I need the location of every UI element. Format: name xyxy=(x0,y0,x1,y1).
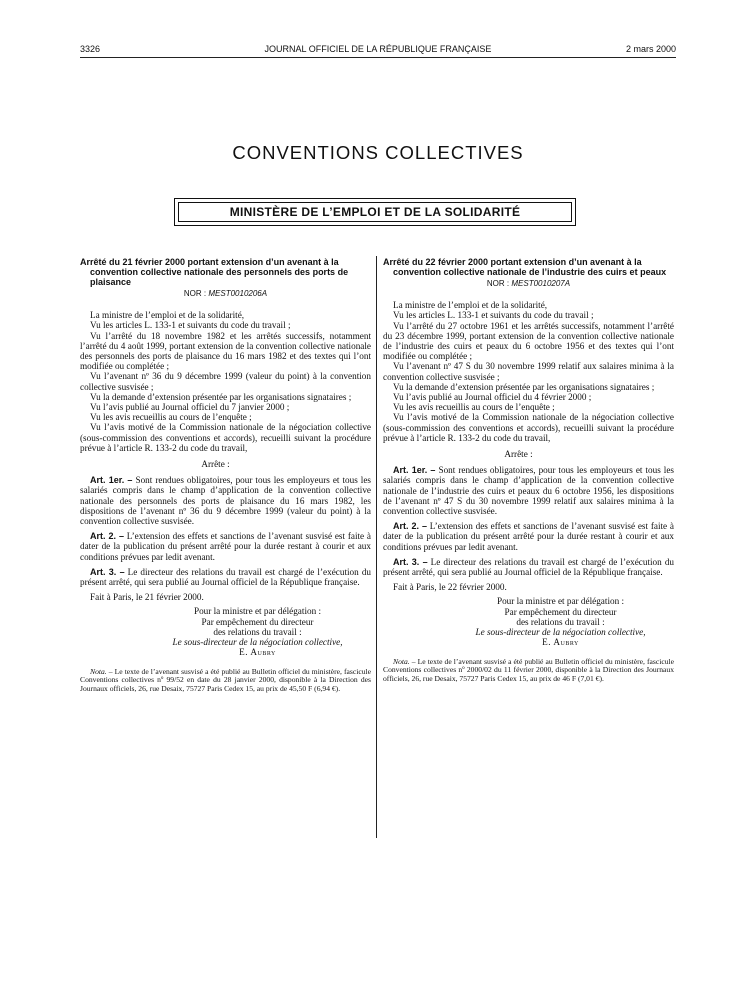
note-text: Le texte de l’avenant susvisé a été publié au Bulletin officiel du ministère, fascicule Conventions collectives nº 2000/02 du 11 février 2000, disponible à la Direction des Journaux officiels, 26, rue Desaix, 75727 Paris Cedex 15, au prix de 46 F (7,01 €). xyxy=(383,656,674,683)
article-label: Art. 1er. – xyxy=(393,465,436,476)
visa-line: Vu l’arrêté du 27 octobre 1961 et les arrêtés successifs, notamment l’arrêté du 23 décembre 1999, portant extension de la convention collective nationale de l’industrie des cuirs et peaux du 6 octobre 1956 et des textes qui l’ont modifiée ou complétée ; xyxy=(383,320,674,362)
signature-line: Pour la ministre et par délégation : xyxy=(496,596,625,607)
arrete-word: Arrête : xyxy=(504,449,533,460)
header-rule xyxy=(80,57,676,58)
signature-line: Par empêchement du directeur xyxy=(504,606,617,617)
visa-line: Vu les avis recueillis au cours de l’enquête ; xyxy=(393,402,555,413)
article xyxy=(383,465,674,516)
article-label: Art. 3. – xyxy=(393,556,428,567)
visa-line: Vu l’avenant nº 36 du 9 décembre 1999 (valeur du point) à la convention collective susvisée ; xyxy=(80,371,371,392)
nor-reference xyxy=(80,289,371,299)
visa-line: La ministre de l’emploi et de la solidarité, xyxy=(90,310,245,321)
signatory-title: Le sous-directeur de la négociation collective, xyxy=(475,627,646,638)
arrete-title: Arrêté du 21 février 2000 portant extension d’un avenant à la convention collective nationale des personnels des ports de plaisance xyxy=(80,257,349,287)
note-label: Nota. – xyxy=(393,656,416,666)
article-text: Sont rendues obligatoires, pour tous les employeurs et tous les salariés compris dans le champ d’application de la convention collective nationale des personnels des ports de plaisance du 16 mars 1982, les dispositions de l’avenant nº 36 du 9 décembre 1999 (valeur du point) à la convention collective susvisée. xyxy=(80,475,372,527)
arrete-column-left xyxy=(80,257,371,693)
signing-place-date: Fait à Paris, le 21 février 2000. xyxy=(90,592,204,603)
publication-note xyxy=(80,668,371,694)
visa-line: Vu les articles L. 133-1 et suivants du code du travail ; xyxy=(90,320,291,331)
section-title: CONVENTIONS COLLECTIVES xyxy=(232,142,524,163)
article xyxy=(80,567,371,587)
visa-line: Vu les articles L. 133-1 et suivants du code du travail ; xyxy=(393,310,594,321)
journal-title: JOURNAL OFFICIEL DE LA RÉPUBLIQUE FRANÇAISE xyxy=(264,44,492,54)
page-number: 3326 xyxy=(80,44,101,54)
article-label: Art. 2. – xyxy=(393,521,427,532)
signature-line: Par empêchement du directeur xyxy=(201,616,314,627)
nor-code: MEST0010206A xyxy=(208,289,268,298)
column-divider xyxy=(376,256,377,838)
article xyxy=(383,521,674,552)
article xyxy=(80,475,371,526)
nor-label: NOR : xyxy=(183,289,207,298)
signature-line: Pour la ministre et par délégation : xyxy=(193,606,322,617)
article xyxy=(80,531,371,562)
signing-place-date: Fait à Paris, le 22 février 2000. xyxy=(393,582,507,593)
nor-reference xyxy=(383,279,674,289)
visa-line: Vu la demande d’extension présentée par les organisations signataires ; xyxy=(393,381,655,392)
nor-code: MEST0010207A xyxy=(511,279,571,288)
visa-line: Vu la demande d’extension présentée par les organisations signataires ; xyxy=(90,391,352,402)
article-label: Art. 1er. – xyxy=(90,475,133,486)
note-text: Le texte de l’avenant susvisé a été publié au Bulletin officiel du ministère, fascicule Conventions collectives nº 99/52 en date du 28 janvier 2000, disponible à la Direction des Journaux officiels, 26, rue Desaix, 75727 Paris Cedex 15, au prix de 45,50 F (6,94 €). xyxy=(80,666,371,693)
article-label: Art. 3. – xyxy=(90,566,125,577)
visa-line: Vu l’avis motivé de la Commission nationale de la négociation collective (sous-commission des conventions et accords), recueilli suivant la procédure prévue à l’article R. 133-2 du code du travail, xyxy=(80,422,371,453)
signatory-name: E. Aubry xyxy=(239,647,276,658)
article-text: L’extension des effets et sanctions de l’avenant susvisé est faite à dater de la publication du présent arrêté pour la durée restant à courir et aux conditions prévues par ledit avenant. xyxy=(383,521,675,552)
signature-line: des relations du travail : xyxy=(213,626,302,637)
signatory-name: E. Aubry xyxy=(542,637,579,648)
issue-date: 2 mars 2000 xyxy=(625,44,676,54)
signature-line xyxy=(383,627,674,637)
signature-line xyxy=(80,647,371,657)
article-text: Le directeur des relations du travail est chargé de l’exécution du présent arrêté, qui sera publié au Journal officiel de la République française. xyxy=(383,556,675,578)
article-text: L’extension des effets et sanctions de l’avenant susvisé est faite à dater de la publication du présent arrêté pour la durée restant à courir et aux conditions prévues par ledit avenant. xyxy=(80,531,372,562)
ministry-name: MINISTÈRE DE L’EMPLOI ET DE LA SOLIDARITÉ xyxy=(178,202,572,222)
signatory-title: Le sous-directeur de la négociation collective, xyxy=(172,637,343,648)
visa-line: Vu les avis recueillis au cours de l’enquête ; xyxy=(90,412,252,423)
visa-line: Vu l’arrêté du 18 novembre 1982 et les arrêtés successifs, notamment l’arrêté du 4 août 1999, portant extension de la convention collective nationale des personnels des ports de plaisance du 16 mars 1982 et des textes qui l’ont modifiée ou complétée ; xyxy=(80,330,371,372)
arrete-column-right xyxy=(383,257,674,683)
arrete-word: Arrête : xyxy=(201,459,230,470)
article-label: Art. 2. – xyxy=(90,531,124,542)
article xyxy=(383,557,674,577)
visa-line: Vu l’avenant nº 47 S du 30 novembre 1999 relatif aux salaires minima à la convention collective susvisée ; xyxy=(383,361,674,382)
visa-line: Vu l’avis publié au Journal officiel du 4 février 2000 ; xyxy=(393,392,592,403)
visa-line: La ministre de l’emploi et de la solidarité, xyxy=(393,300,548,311)
visa-line: Vu l’avis motivé de la Commission nationale de la négociation collective (sous-commission des conventions et accords), recueilli suivant la procédure prévue à l’article R. 133-2 du code du travail, xyxy=(383,412,674,443)
signature-line xyxy=(383,637,674,647)
article-text: Le directeur des relations du travail est chargé de l’exécution du présent arrêté, qui sera publié au Journal officiel de la République française. xyxy=(80,566,372,588)
nor-label: NOR : xyxy=(486,279,510,288)
note-label: Nota. – xyxy=(90,666,113,676)
signature-line: des relations du travail : xyxy=(516,616,605,627)
publication-note xyxy=(383,658,674,684)
ministry-box xyxy=(174,198,576,226)
visa-line: Vu l’avis publié au Journal officiel du 7 janvier 2000 ; xyxy=(90,402,290,413)
arrete-title: Arrêté du 22 février 2000 portant extension d’un avenant à la convention collective nationale de l’industrie des cuirs et peaux xyxy=(383,257,667,277)
article-text: Sont rendues obligatoires, pour tous les employeurs et tous les salariés compris dans le champ d’application de la convention collective nationale de l’industrie des cuirs et peaux du 6 octobre 1956, les dispositions de l’avenant nº 47 S du 30 novembre 1999 relatif aux salaires minima à la convention collective susvisée. xyxy=(383,465,675,517)
signature-line xyxy=(80,637,371,647)
